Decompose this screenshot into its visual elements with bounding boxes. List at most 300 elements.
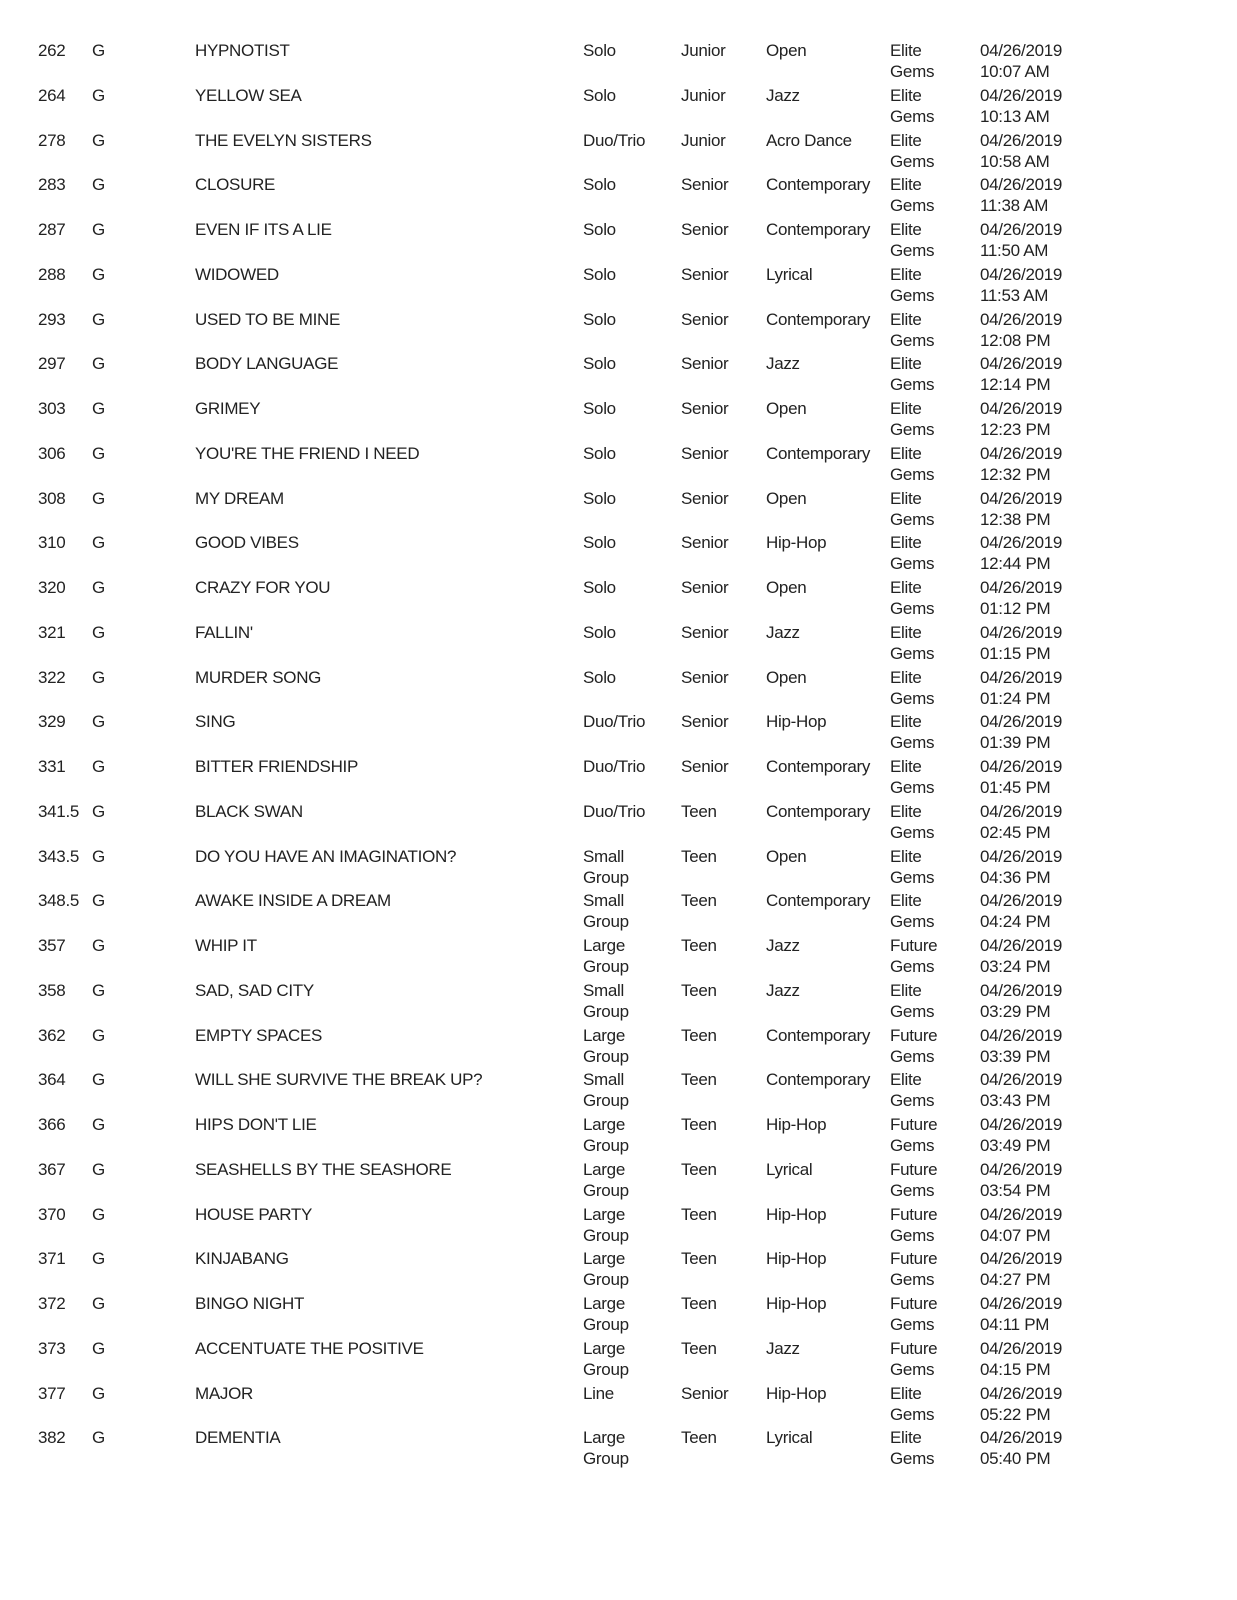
entry-type <box>583 890 629 932</box>
entry-number: 357 <box>38 936 66 955</box>
date-time <box>980 1069 1062 1111</box>
time: 04:11 PM <box>980 1315 1050 1334</box>
date-time <box>980 980 1062 1022</box>
entry-type-line: Small <box>583 846 625 866</box>
table-row <box>0 846 1237 891</box>
division-line: Gems <box>890 1046 935 1066</box>
age-division: Senior <box>681 309 729 329</box>
entry-type-line: Group <box>583 1449 629 1469</box>
time: 03:24 PM <box>980 957 1051 976</box>
entry-type <box>583 577 616 598</box>
table-row <box>0 174 1237 219</box>
division-line: Elite <box>890 309 922 329</box>
table-row <box>0 443 1237 488</box>
entry-type <box>583 756 645 777</box>
time: 10:13 AM <box>980 106 1050 126</box>
routine-title: YELLOW SEA <box>195 85 302 105</box>
date: 04/26/2019 <box>980 801 1063 821</box>
entry-code: G <box>92 443 105 463</box>
entry-code: G <box>92 667 105 687</box>
entry-type-line: Small <box>583 980 625 1000</box>
division-line: Elite <box>890 220 922 239</box>
date: 04/26/2019 <box>980 1338 1063 1358</box>
age-division: Senior <box>681 622 729 642</box>
time: 01:12 PM <box>980 599 1051 618</box>
division-line: Gems <box>890 106 935 126</box>
dance-style: Contemporary <box>766 1025 871 1045</box>
entry-code: G <box>92 1070 105 1090</box>
routine-title: DO YOU HAVE AN IMAGINATION? <box>195 846 457 866</box>
entry-type <box>583 40 616 61</box>
age-division: Senior <box>681 712 729 732</box>
entry-number: 306 <box>38 443 66 463</box>
entry-type-line: Large <box>583 1115 625 1134</box>
entry-code: G <box>92 1338 105 1358</box>
entry-type-line: Solo <box>583 354 616 374</box>
division-line: Gems <box>890 957 935 976</box>
division-line: Gems <box>890 1091 935 1111</box>
routine-title: HOUSE PARTY <box>195 1204 312 1224</box>
division-line: Elite <box>890 41 922 60</box>
dance-style: Jazz <box>766 85 800 105</box>
age-division: Senior <box>681 1383 729 1403</box>
table-row <box>0 1338 1237 1383</box>
dance-style: Contemporary <box>766 443 871 463</box>
time: 12:32 PM <box>980 464 1051 484</box>
date-time <box>980 1025 1062 1067</box>
routine-title: MY DREAM <box>195 488 284 508</box>
entry-type <box>583 1383 614 1404</box>
date-time <box>980 577 1062 619</box>
division-line: Elite <box>890 264 922 284</box>
division-line: Gems <box>890 464 935 484</box>
routine-title: SAD, SAD CITY <box>195 980 314 1000</box>
division-line: Gems <box>890 554 935 574</box>
entry-type-line: Large <box>583 1338 625 1358</box>
date: 04/26/2019 <box>980 1428 1063 1448</box>
routine-title: WHIP IT <box>195 936 257 955</box>
entry-number: 331 <box>38 757 66 776</box>
date-time <box>980 622 1062 664</box>
table-row <box>0 756 1237 801</box>
entry-number: 348.5 <box>38 891 80 911</box>
time: 11:53 AM <box>980 285 1049 305</box>
division-line: Elite <box>890 622 922 642</box>
entry-type-line: Group <box>583 1180 629 1200</box>
dance-style: Open <box>766 667 807 687</box>
routine-title: SING <box>195 712 236 732</box>
table-row <box>0 980 1237 1025</box>
table-row <box>0 1427 1237 1472</box>
entry-type <box>583 1204 629 1246</box>
division-line: Gems <box>890 62 935 81</box>
entry-type-line: Group <box>583 867 629 887</box>
schedule-table <box>0 40 1237 1472</box>
entry-type <box>583 980 629 1022</box>
date: 04/26/2019 <box>980 578 1063 597</box>
entry-code: G <box>92 622 105 642</box>
date: 04/26/2019 <box>980 130 1063 150</box>
entry-type-line: Small <box>583 1070 625 1090</box>
division-line: Gems <box>890 1270 935 1290</box>
date-time <box>980 1159 1062 1201</box>
date-time <box>980 711 1062 753</box>
time: 03:29 PM <box>980 1001 1051 1021</box>
entry-code: G <box>92 399 105 418</box>
routine-title: ACCENTUATE THE POSITIVE <box>195 1338 424 1358</box>
entry-type <box>583 711 645 732</box>
division-line: Elite <box>890 980 922 1000</box>
date: 04/26/2019 <box>980 1294 1063 1313</box>
entry-number: 343.5 <box>38 846 80 866</box>
division <box>890 443 934 485</box>
entry-number: 367 <box>38 1159 66 1179</box>
entry-type-line: Solo <box>583 578 616 597</box>
date: 04/26/2019 <box>980 1070 1063 1090</box>
age-division: Senior <box>681 667 729 687</box>
division-line: Future <box>890 1204 938 1224</box>
dance-style: Jazz <box>766 1338 800 1358</box>
date: 04/26/2019 <box>980 757 1063 776</box>
division <box>890 1114 937 1156</box>
date-time <box>980 443 1062 485</box>
entry-type-line: Group <box>583 1359 629 1379</box>
division <box>890 1159 937 1201</box>
routine-title: SEASHELLS BY THE SEASHORE <box>195 1159 452 1179</box>
date: 04/26/2019 <box>980 399 1063 418</box>
time: 04:15 PM <box>980 1359 1051 1379</box>
age-division: Teen <box>681 1159 717 1179</box>
age-division: Senior <box>681 578 729 597</box>
entry-type-line: Duo/Trio <box>583 130 646 150</box>
routine-title: BODY LANGUAGE <box>195 354 339 374</box>
dance-style: Hip-Hop <box>766 1204 827 1224</box>
dance-style: Hip-Hop <box>766 533 827 553</box>
routine-title: EVEN IF ITS A LIE <box>195 220 332 239</box>
entry-code: G <box>92 1294 105 1313</box>
date: 04/26/2019 <box>980 533 1063 553</box>
dance-style: Open <box>766 488 807 508</box>
date-time <box>980 1114 1062 1156</box>
entry-code: G <box>92 264 105 284</box>
entry-type-line: Group <box>583 1046 629 1066</box>
entry-code: G <box>92 1025 105 1045</box>
dance-style: Lyrical <box>766 1159 813 1179</box>
entry-type-line: Solo <box>583 175 616 195</box>
table-row <box>0 1159 1237 1204</box>
dance-style: Hip-Hop <box>766 1249 827 1269</box>
date: 04/26/2019 <box>980 1249 1063 1269</box>
division-line: Future <box>890 1025 938 1045</box>
division-line: Elite <box>890 130 922 150</box>
routine-title: CRAZY FOR YOU <box>195 578 331 597</box>
entry-code: G <box>92 578 105 597</box>
entry-type-line: Group <box>583 912 629 932</box>
age-division: Senior <box>681 757 729 776</box>
entry-code: G <box>92 891 105 911</box>
entry-type <box>583 488 616 509</box>
table-row <box>0 264 1237 309</box>
table-row <box>0 1383 1237 1428</box>
entry-type <box>583 1427 629 1469</box>
entry-type <box>583 1248 629 1290</box>
date-time <box>980 935 1062 977</box>
time: 11:50 AM <box>980 241 1049 260</box>
entry-type <box>583 398 616 419</box>
date: 04/26/2019 <box>980 354 1063 374</box>
dance-style: Hip-Hop <box>766 1383 827 1403</box>
entry-type-line: Large <box>583 1249 625 1269</box>
date: 04/26/2019 <box>980 936 1063 955</box>
age-division: Junior <box>681 41 726 60</box>
division <box>890 264 934 306</box>
entry-type-line: Group <box>583 1315 629 1334</box>
date: 04/26/2019 <box>980 980 1063 1000</box>
division-line: Gems <box>890 1315 935 1334</box>
entry-number: 370 <box>38 1204 66 1224</box>
division-line: Elite <box>890 846 922 866</box>
routine-title: WIDOWED <box>195 264 279 284</box>
dance-style: Contemporary <box>766 1070 871 1090</box>
division-line: Gems <box>890 688 935 708</box>
division-line: Gems <box>890 1404 935 1424</box>
date-time <box>980 353 1062 395</box>
time: 03:54 PM <box>980 1180 1051 1200</box>
division-line: Gems <box>890 599 935 618</box>
date-time <box>980 219 1062 261</box>
date-time <box>980 1293 1062 1335</box>
division-line: Future <box>890 1115 938 1134</box>
division <box>890 174 934 216</box>
date-time <box>980 1248 1062 1290</box>
date-time <box>980 85 1062 127</box>
time: 10:07 AM <box>980 62 1050 81</box>
division-line: Gems <box>890 1136 935 1155</box>
entry-type-line: Solo <box>583 667 616 687</box>
entry-type-line: Group <box>583 1136 629 1155</box>
table-row <box>0 1114 1237 1159</box>
age-division: Junior <box>681 85 726 105</box>
dance-style: Jazz <box>766 354 800 374</box>
date: 04/26/2019 <box>980 41 1063 60</box>
division-line: Elite <box>890 354 922 374</box>
time: 12:23 PM <box>980 420 1051 439</box>
entry-type-line: Group <box>583 957 629 976</box>
date: 04/26/2019 <box>980 264 1063 284</box>
entry-number: 283 <box>38 175 66 195</box>
division-line: Gems <box>890 1001 935 1021</box>
division <box>890 1383 934 1425</box>
division-line: Elite <box>890 533 922 553</box>
age-division: Junior <box>681 130 726 150</box>
table-row <box>0 1248 1237 1293</box>
routine-title: CLOSURE <box>195 175 276 195</box>
date: 04/26/2019 <box>980 1025 1063 1045</box>
division-line: Elite <box>890 399 922 418</box>
entry-number: 329 <box>38 712 66 732</box>
entry-code: G <box>92 130 105 150</box>
entry-type <box>583 85 616 106</box>
entry-type <box>583 1069 629 1111</box>
table-row <box>0 935 1237 980</box>
routine-title: YOU'RE THE FRIEND I NEED <box>195 443 420 463</box>
division <box>890 488 934 530</box>
age-division: Teen <box>681 1025 717 1045</box>
age-division: Teen <box>681 936 717 955</box>
entry-type <box>583 219 616 240</box>
division <box>890 1069 934 1111</box>
date: 04/26/2019 <box>980 1159 1063 1179</box>
entry-type-line: Solo <box>583 85 616 105</box>
division-line: Gems <box>890 330 935 350</box>
division-line: Gems <box>890 241 935 260</box>
division <box>890 398 934 440</box>
dance-style: Jazz <box>766 980 800 1000</box>
date: 04/26/2019 <box>980 175 1063 195</box>
dance-style: Lyrical <box>766 1428 813 1448</box>
time: 01:45 PM <box>980 778 1051 797</box>
entry-code: G <box>92 846 105 866</box>
age-division: Teen <box>681 1338 717 1358</box>
time: 12:08 PM <box>980 330 1051 350</box>
division-line: Gems <box>890 643 935 663</box>
division-line: Future <box>890 1338 938 1358</box>
dance-style: Contemporary <box>766 891 871 911</box>
entry-code: G <box>92 41 105 60</box>
division-line: Elite <box>890 757 922 776</box>
date: 04/26/2019 <box>980 667 1063 687</box>
entry-code: G <box>92 354 105 374</box>
routine-title: KINJABANG <box>195 1249 289 1269</box>
entry-type <box>583 935 629 977</box>
age-division: Teen <box>681 891 717 911</box>
routine-title: THE EVELYN SISTERS <box>195 130 372 150</box>
table-row <box>0 219 1237 264</box>
entry-number: 308 <box>38 488 66 508</box>
entry-type-line: Solo <box>583 622 616 642</box>
entry-type-line: Solo <box>583 443 616 463</box>
routine-title: HIPS DON'T LIE <box>195 1115 317 1134</box>
entry-type <box>583 1338 629 1380</box>
date: 04/26/2019 <box>980 443 1063 463</box>
division <box>890 130 934 172</box>
division-line: Gems <box>890 867 935 887</box>
entry-code: G <box>92 1249 105 1269</box>
dance-style: Contemporary <box>766 220 871 239</box>
entry-number: 310 <box>38 533 66 553</box>
date: 04/26/2019 <box>980 220 1063 239</box>
dance-style: Contemporary <box>766 801 871 821</box>
dance-style: Jazz <box>766 622 800 642</box>
date-time <box>980 801 1062 843</box>
entry-type <box>583 1025 629 1067</box>
table-row <box>0 85 1237 130</box>
entry-code: G <box>92 757 105 776</box>
division-line: Future <box>890 1294 938 1313</box>
entry-type-line: Large <box>583 1294 625 1313</box>
date-time <box>980 532 1062 574</box>
entry-type-line: Duo/Trio <box>583 801 646 821</box>
entry-type-line: Group <box>583 1225 629 1245</box>
division <box>890 40 934 82</box>
table-row <box>0 801 1237 846</box>
entry-number: 371 <box>38 1249 66 1269</box>
entry-type-line: Solo <box>583 309 616 329</box>
time: 04:24 PM <box>980 912 1051 932</box>
age-division: Teen <box>681 1249 717 1269</box>
dance-style: Contemporary <box>766 309 871 329</box>
table-row <box>0 130 1237 175</box>
date-time <box>980 264 1062 306</box>
division <box>890 532 934 574</box>
division <box>890 85 934 127</box>
division-line: Gems <box>890 822 935 842</box>
division <box>890 980 934 1022</box>
division <box>890 711 934 753</box>
date-time <box>980 667 1062 709</box>
time: 01:24 PM <box>980 688 1051 708</box>
entry-type-line: Duo/Trio <box>583 757 646 776</box>
time: 01:39 PM <box>980 733 1051 753</box>
entry-number: 382 <box>38 1428 66 1448</box>
table-row <box>0 1293 1237 1338</box>
dance-style: Acro Dance <box>766 130 852 150</box>
routine-title: GOOD VIBES <box>195 533 299 553</box>
date: 04/26/2019 <box>980 1204 1063 1224</box>
entry-code: G <box>92 1428 105 1448</box>
entry-type-line: Large <box>583 1428 625 1448</box>
date-time <box>980 890 1062 932</box>
division <box>890 935 937 977</box>
dance-style: Open <box>766 399 807 418</box>
age-division: Senior <box>681 443 729 463</box>
dance-style: Jazz <box>766 936 800 955</box>
division-line: Elite <box>890 667 922 687</box>
entry-code: G <box>92 175 105 195</box>
dance-style: Hip-Hop <box>766 1294 827 1313</box>
entry-type-line: Large <box>583 1204 625 1224</box>
entry-number: 366 <box>38 1115 66 1134</box>
time: 10:58 AM <box>980 151 1050 171</box>
time: 12:44 PM <box>980 554 1051 574</box>
entry-number: 321 <box>38 622 66 642</box>
division-line: Gems <box>890 1225 935 1245</box>
entry-number: 288 <box>38 264 66 284</box>
entry-code: G <box>92 1383 105 1403</box>
entry-number: 293 <box>38 309 66 329</box>
division-line: Elite <box>890 85 922 105</box>
entry-type-line: Line <box>583 1383 614 1403</box>
table-row <box>0 532 1237 577</box>
division <box>890 1338 937 1380</box>
time: 04:36 PM <box>980 867 1051 887</box>
routine-title: USED TO BE MINE <box>195 309 341 329</box>
time: 04:07 PM <box>980 1225 1051 1245</box>
division-line: Elite <box>890 712 922 732</box>
entry-number: 278 <box>38 130 66 150</box>
entry-type <box>583 309 616 330</box>
table-row <box>0 667 1237 712</box>
entry-code: G <box>92 309 105 329</box>
division-line: Gems <box>890 1359 935 1379</box>
entry-type <box>583 264 616 285</box>
routine-title: FALLIN' <box>195 622 253 642</box>
division-line: Elite <box>890 443 922 463</box>
division-line: Elite <box>890 1070 922 1090</box>
time: 03:39 PM <box>980 1046 1051 1066</box>
dance-style: Lyrical <box>766 264 813 284</box>
entry-number: 358 <box>38 980 66 1000</box>
